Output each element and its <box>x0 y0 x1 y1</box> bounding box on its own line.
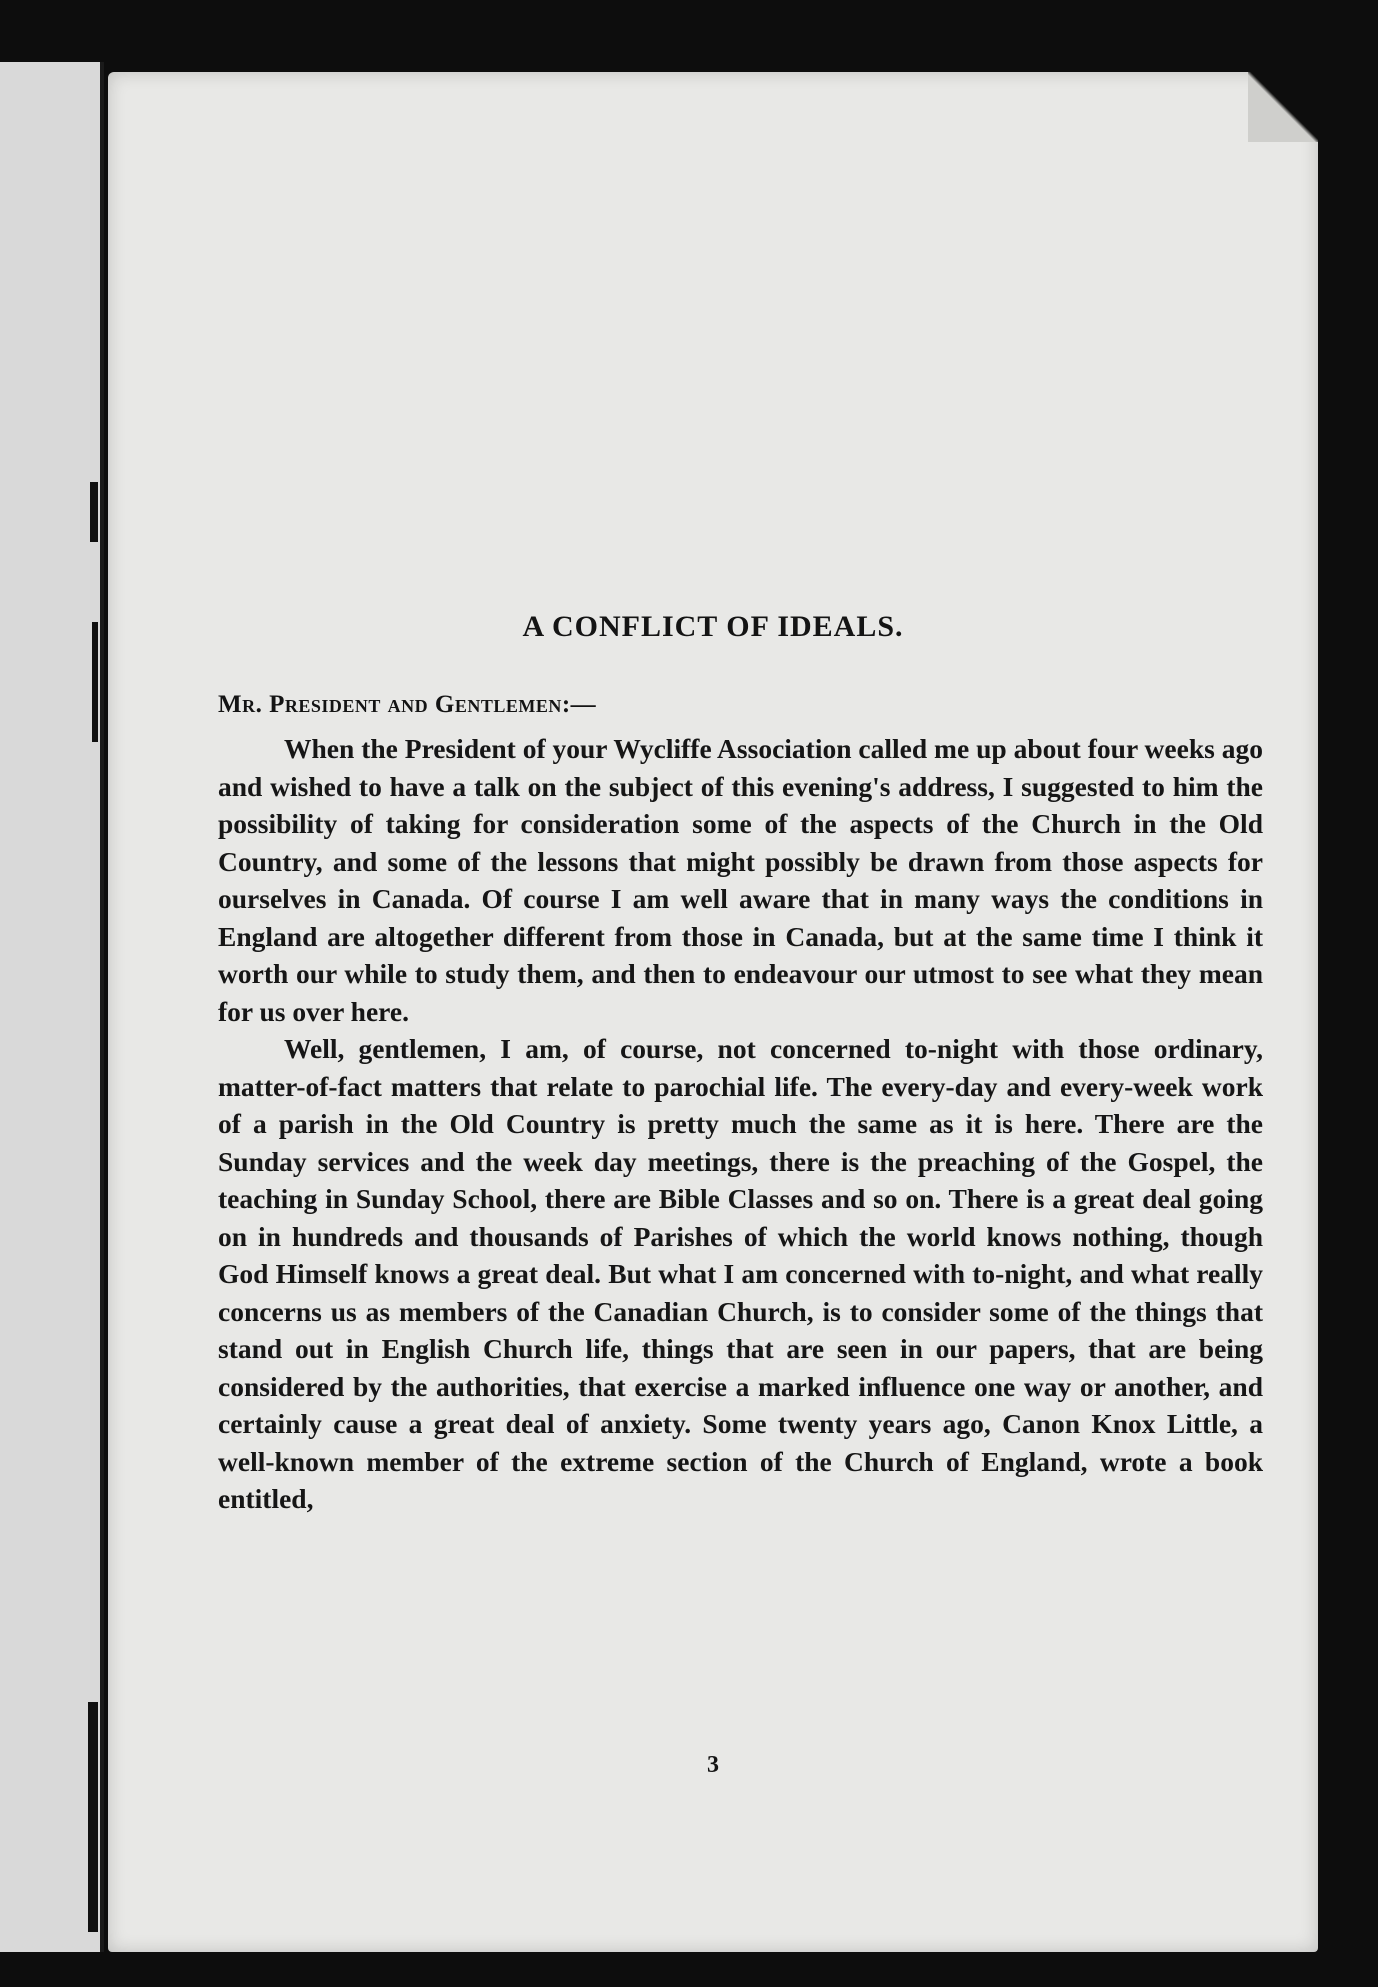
book-page <box>108 72 1318 1952</box>
chapter-title: A CONFLICT OF IDEALS. <box>522 610 904 643</box>
facing-page-edge <box>0 62 104 1952</box>
paragraph: Well, gentlemen, I am, of course, not concerned to-night with those ordinary, matter-of-fact matters that relate to parochial life. The every-day and every-week work of a parish in the Old Country is pretty much the same as it is here. There are the Sunday services and the week day meetings, there is the preaching of the Gospel, the teaching in Sunday School, there are Bible Classes and so on. There is a great deal going on in hundreds and thousands of Parishes of which the world knows nothing, though God Himself knows a great deal. But what I am concerned with to-night, and what really concerns us as members of the Canadian Church, is to consider some of the things that stand out in English Church life, things that are seen in our papers, that are being considered by the authorities, that exercise a marked influence one way or another, and certainly cause a great deal of anxiety. Some twenty years ago, Canon Knox Little, a well-known member of the extreme section of the Church of England, wrote a book entitled, <box>218 1033 1263 1514</box>
binding-mark <box>88 1702 98 1932</box>
page-corner-fold <box>1248 72 1318 142</box>
body-text <box>218 730 1263 1518</box>
binding-mark <box>90 482 98 542</box>
page-number: 3 <box>707 1752 719 1778</box>
paragraph: When the President of your Wycliffe Association called me up about four weeks ago and wished to have a talk on the subject of this evening's address, I suggested to him the possibility of taking for consideration some of the aspects of the Church in the Old Country, and some of the lessons that might possibly be drawn from those aspects for ourselves in Canada. Of course I am well aware that in many ways the conditions in England are altogether different from those in Canada, but at the same time I think it worth our while to study them, and then to endeavour our utmost to see what they mean for us over here. <box>218 733 1263 1027</box>
salutation: Mr. President and Gentlemen:— <box>218 691 597 718</box>
binding-mark <box>92 622 98 742</box>
